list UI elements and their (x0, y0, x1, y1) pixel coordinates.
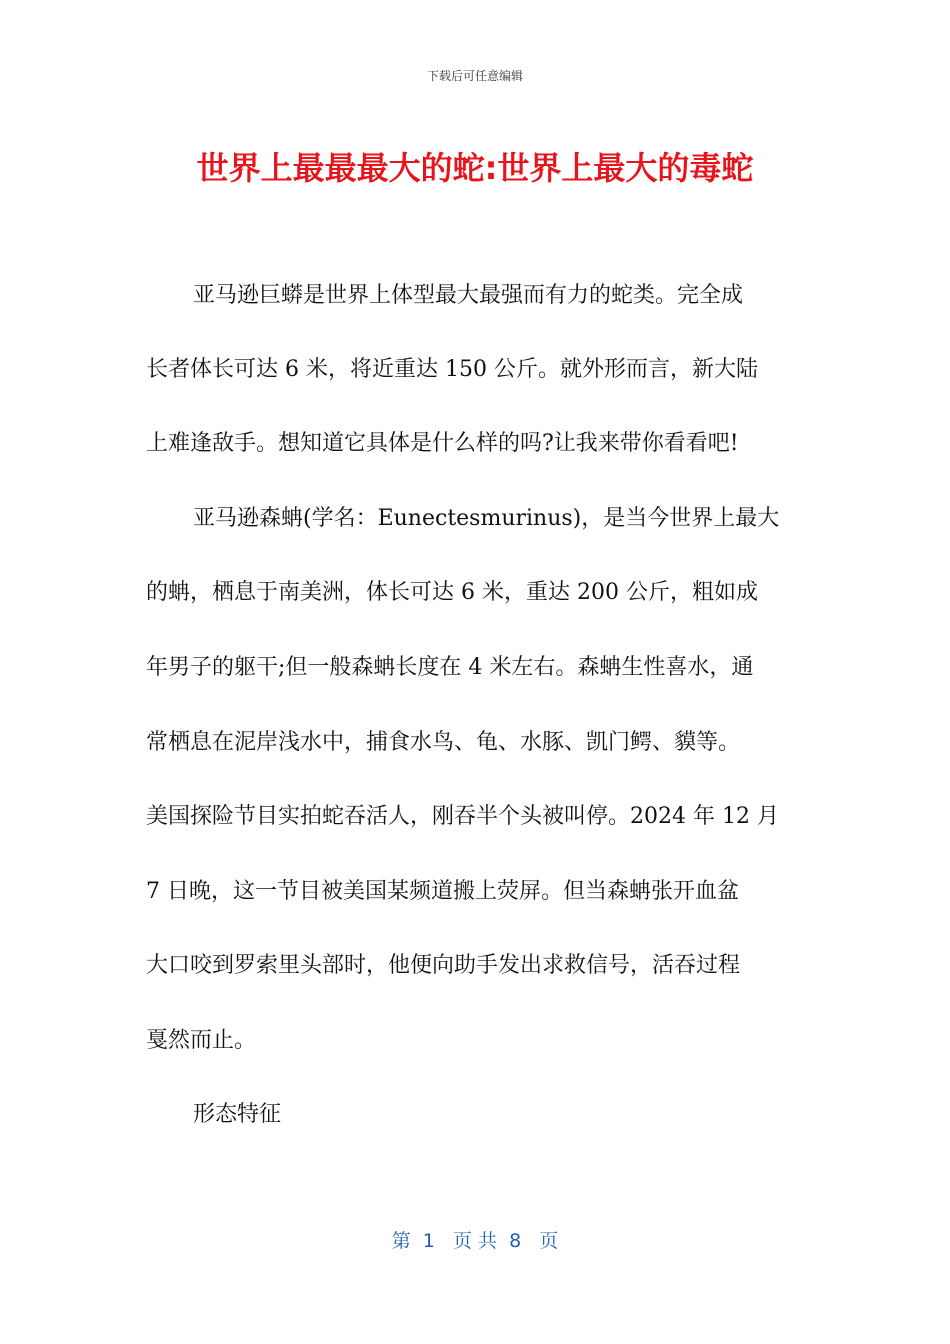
paragraph-2-line-3: 年男子的躯干;但一般森蚺长度在 4 米左右。森蚺生性喜水，通 (146, 655, 754, 680)
paragraph-2-line-4: 常栖息在泥岸浅水中，捕食水鸟、龟、水豚、凯门鳄、貘等。 (146, 730, 741, 755)
paragraph-2-line-2: 的蚺，栖息于南美洲，体长可达 6 米，重达 200 公斤，粗如成 (146, 580, 758, 605)
paragraph-1-line-1: 亚马逊巨蟒是世界上体型最大最强而有力的蛇类。完全成 (193, 283, 744, 308)
paragraph-2-line-8: 戛然而止。 (146, 1028, 257, 1053)
paragraph-2-line-6: 7 日晚，这一节目被美国某频道搬上荧屏。但当森蚺张开血盆 (146, 879, 739, 904)
header-note: 下载后可任意编辑 (426, 69, 523, 83)
paragraph-2-line-5: 美国探险节目实拍蛇吞活人，刚吞半个头被叫停。2024 年 12 月 (146, 804, 779, 829)
page-number-footer: 第 1 页 共 8 页 (391, 1230, 559, 1252)
paragraph-2-line-7: 大口咬到罗索里头部时，他便向助手发出求救信号，活吞过程 (146, 953, 741, 978)
paragraph-1-line-3: 上难逢敌手。想知道它具体是什么样的吗?让我来带你看看吧! (146, 431, 739, 456)
paragraph-2-line-1: 亚马逊森蚺(学名：Eunectesmurinus)，是当今世界上最大 (193, 506, 780, 531)
paragraph-1-line-2: 长者体长可达 6 米，将近重达 150 公斤。就外形而言，新大陆 (146, 357, 758, 382)
document-title: 世界上最最最大的蛇:世界上最大的毒蛇 (196, 149, 754, 187)
section-heading-morphology: 形态特征 (193, 1102, 282, 1127)
